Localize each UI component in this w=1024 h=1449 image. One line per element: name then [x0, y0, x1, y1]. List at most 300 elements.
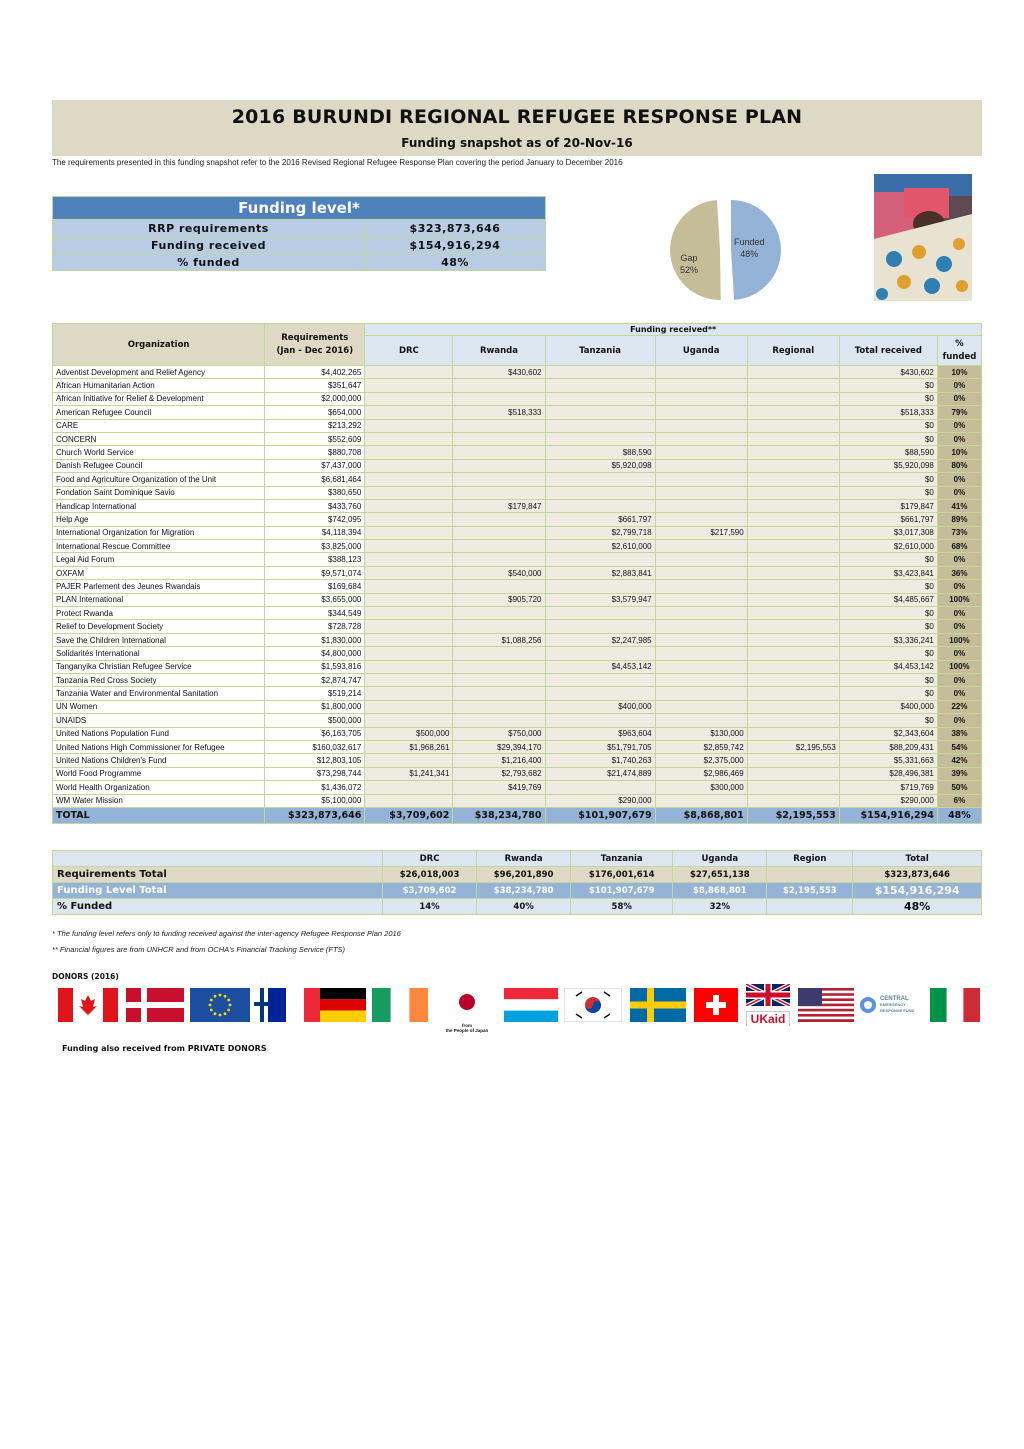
- uganda-cell: [655, 553, 747, 566]
- organization-name: Save the Children International: [53, 633, 265, 646]
- requirements-cell: $654,000: [265, 406, 365, 419]
- summary-cell: 14%: [383, 899, 477, 915]
- organization-name: Legal Aid Forum: [53, 553, 265, 566]
- regional-cell: [747, 432, 839, 445]
- regional-cell: [747, 513, 839, 526]
- total-cell: $290,000: [839, 794, 937, 807]
- pct-funded-cell: 0%: [937, 379, 981, 392]
- total-cell: $3,336,241: [839, 633, 937, 646]
- summary-cell: $26,018,003: [383, 867, 477, 883]
- requirements-cell: $2,874,747: [265, 673, 365, 686]
- cerf-text-3: RESPONSE FUND: [880, 1008, 915, 1013]
- requirements-cell: $1,830,000: [265, 633, 365, 646]
- rwanda-cell: [453, 473, 545, 486]
- drc-cell: [365, 553, 453, 566]
- requirements-cell: $351,647: [265, 379, 365, 392]
- total-cell: $0: [839, 419, 937, 432]
- requirements-cell: $6,681,464: [265, 473, 365, 486]
- tanzania-cell: [545, 486, 655, 499]
- total-cell: $2,610,000: [839, 540, 937, 553]
- pie-funded-label: [734, 236, 765, 260]
- denmark-flag-icon: [126, 988, 184, 1022]
- rwanda-cell: [453, 446, 545, 459]
- total-cell: $719,769: [839, 781, 937, 794]
- regional-cell: [747, 406, 839, 419]
- pie-funded-value: 48%: [740, 249, 759, 259]
- uganda-cell: [655, 700, 747, 713]
- requirements-cell: $9,571,074: [265, 566, 365, 579]
- pie-svg: [666, 196, 786, 306]
- rwanda-cell: [453, 673, 545, 686]
- regional-cell: [747, 566, 839, 579]
- table-row: [53, 553, 982, 566]
- col-header-regional: Regional: [747, 336, 839, 366]
- regional-cell: [747, 446, 839, 459]
- summary-header-total: Total: [853, 851, 982, 867]
- tanzania-cell: $2,610,000: [545, 540, 655, 553]
- summary-requirements-row: [53, 867, 982, 883]
- requirements-cell: $4,118,394: [265, 526, 365, 539]
- regional-cell: $2,195,553: [747, 740, 839, 753]
- total-cell: $5,331,663: [839, 754, 937, 767]
- total-cell: $0: [839, 553, 937, 566]
- tanzania-cell: $963,604: [545, 727, 655, 740]
- drc-cell: [365, 366, 453, 379]
- uganda-cell: [655, 473, 747, 486]
- regional-cell: [747, 714, 839, 727]
- footnotes: [52, 926, 401, 958]
- pct-funded-cell: 42%: [937, 754, 981, 767]
- regional-cell: [747, 366, 839, 379]
- summary-header-tanzania: Tanzania: [571, 851, 673, 867]
- organization-name: UN Women: [53, 700, 265, 713]
- total-cell: $661,797: [839, 513, 937, 526]
- rwanda-cell: $540,000: [453, 566, 545, 579]
- pct-funded-cell: 73%: [937, 526, 981, 539]
- regional-cell: [747, 419, 839, 432]
- pct-funded-cell: 0%: [937, 714, 981, 727]
- italy-flag-icon: [930, 988, 980, 1022]
- germany-flag-icon: [320, 988, 366, 1022]
- requirements-cell: $433,760: [265, 499, 365, 512]
- rwanda-cell: $1,216,400: [453, 754, 545, 767]
- tanzania-cell: [545, 714, 655, 727]
- japan-flag-icon: [438, 988, 496, 1034]
- uganda-cell: [655, 593, 747, 606]
- uganda-cell: $300,000: [655, 781, 747, 794]
- col-header-funding-received: Funding received**: [365, 324, 982, 336]
- table-row: [53, 446, 982, 459]
- drc-cell: [365, 687, 453, 700]
- rwanda-cell: [453, 647, 545, 660]
- pct-funded-cell: 41%: [937, 499, 981, 512]
- pct-funded-cell: 0%: [937, 620, 981, 633]
- regional-cell: [747, 647, 839, 660]
- table-row: [53, 673, 982, 686]
- regional-cell: [747, 486, 839, 499]
- uganda-cell: $217,590: [655, 526, 747, 539]
- page-subtitle: Funding snapshot as of 20-Nov-16: [401, 136, 633, 150]
- funding-level-value: $154,916,294: [409, 239, 501, 252]
- uganda-cell: $130,000: [655, 727, 747, 740]
- table-row: [53, 727, 982, 740]
- requirements-cell: $169,684: [265, 580, 365, 593]
- tanzania-cell: $3,579,947: [545, 593, 655, 606]
- total-cell: $28,496,381: [839, 767, 937, 780]
- regional-cell: [747, 660, 839, 673]
- uganda-cell: [655, 714, 747, 727]
- requirements-cell: $12,803,105: [265, 754, 365, 767]
- rwanda-cell: [453, 419, 545, 432]
- total-cell: $0: [839, 580, 937, 593]
- regional-cell: [747, 473, 839, 486]
- uganda-cell: [655, 633, 747, 646]
- organization-name: CARE: [53, 419, 265, 432]
- donors-title: DONORS (2016): [52, 972, 119, 981]
- table-row: [53, 781, 982, 794]
- total-cell: $4,485,667: [839, 593, 937, 606]
- summary-pct-row: [53, 899, 982, 915]
- drc-cell: $1,241,341: [365, 767, 453, 780]
- summary-cell: $38,234,780: [477, 883, 571, 899]
- drc-cell: [365, 513, 453, 526]
- drc-cell: [365, 473, 453, 486]
- pct-funded-cell: 0%: [937, 673, 981, 686]
- pie-slice-gap: [670, 200, 721, 300]
- ireland-flag-icon: [372, 988, 428, 1022]
- funding-level-row: [53, 219, 545, 236]
- total-cell: $0: [839, 714, 937, 727]
- regional-cell: [747, 526, 839, 539]
- total-cell: $0: [839, 473, 937, 486]
- regional-cell: [747, 754, 839, 767]
- total-cell: $88,590: [839, 446, 937, 459]
- pie-gap-label: [680, 252, 698, 276]
- uganda-cell: [655, 566, 747, 579]
- rwanda-cell: $419,769: [453, 781, 545, 794]
- total-regional: $2,195,553: [747, 807, 839, 823]
- pct-funded-cell: 10%: [937, 366, 981, 379]
- organization-name: PLAN International: [53, 593, 265, 606]
- switzerland-flag-icon: [694, 988, 738, 1022]
- organization-name: African Humanitarian Action: [53, 379, 265, 392]
- japan-caption-1: from: [462, 1023, 472, 1028]
- uganda-cell: [655, 687, 747, 700]
- funding-by-organization-table: [52, 323, 982, 824]
- pct-funded-cell: 0%: [937, 580, 981, 593]
- drc-cell: [365, 794, 453, 807]
- organization-name: International Rescue Committee: [53, 540, 265, 553]
- drc-cell: [365, 540, 453, 553]
- pct-funded-cell: 68%: [937, 540, 981, 553]
- organization-name: United Nations Children's Fund: [53, 754, 265, 767]
- table-row: [53, 526, 982, 539]
- summary-header-row: [53, 851, 982, 867]
- summary-cell: $8,868,801: [673, 883, 767, 899]
- ukaid-logo-icon: [746, 984, 790, 1026]
- total-cell: $0: [839, 687, 937, 700]
- summary-cell: $154,916,294: [853, 883, 982, 899]
- rwanda-cell: $430,602: [453, 366, 545, 379]
- drc-cell: [365, 673, 453, 686]
- uganda-cell: [655, 673, 747, 686]
- table-row: [53, 513, 982, 526]
- total-cell: $0: [839, 486, 937, 499]
- summary-row-label: % Funded: [53, 899, 383, 915]
- tanzania-cell: [545, 499, 655, 512]
- tanzania-cell: $51,791,705: [545, 740, 655, 753]
- tanzania-cell: $2,883,841: [545, 566, 655, 579]
- organization-name: PAJER Parlement des Jeunes Rwandais: [53, 580, 265, 593]
- eu-flag-icon: [190, 988, 250, 1022]
- requirements-cell: $3,825,000: [265, 540, 365, 553]
- uganda-cell: [655, 660, 747, 673]
- pct-funded-cell: 0%: [937, 473, 981, 486]
- organization-name: United Nations High Commissioner for Refugee: [53, 740, 265, 753]
- pie-funded-name: Funded: [734, 237, 765, 247]
- pie-gap-name: Gap: [680, 253, 698, 263]
- tanzania-cell: $5,920,098: [545, 459, 655, 472]
- summary-corner: [53, 851, 383, 867]
- funding-level-label: Funding received: [53, 237, 365, 253]
- total-requirements: $323,873,646: [265, 807, 365, 823]
- drc-cell: [365, 620, 453, 633]
- regional-cell: [747, 700, 839, 713]
- total-cell: $0: [839, 432, 937, 445]
- requirements-cell: $380,650: [265, 486, 365, 499]
- tanzania-cell: [545, 392, 655, 405]
- pct-funded-cell: 100%: [937, 660, 981, 673]
- table-row: [53, 714, 982, 727]
- drc-cell: $1,968,261: [365, 740, 453, 753]
- korea-flag-icon: [564, 988, 622, 1022]
- total-cell: $0: [839, 620, 937, 633]
- requirements-cell: $519,214: [265, 687, 365, 700]
- drc-cell: [365, 566, 453, 579]
- funding-level-label: RRP requirements: [53, 220, 365, 236]
- uganda-cell: [655, 540, 747, 553]
- tanzania-cell: [545, 580, 655, 593]
- pct-funded-cell: 22%: [937, 700, 981, 713]
- drc-cell: [365, 379, 453, 392]
- table-row: [53, 607, 982, 620]
- drc-cell: [365, 392, 453, 405]
- table-row: [53, 366, 982, 379]
- table-row: [53, 767, 982, 780]
- total-cell: $2,343,604: [839, 727, 937, 740]
- organization-name: Tanganyika Christian Refugee Service: [53, 660, 265, 673]
- requirements-cell: $73,298,744: [265, 767, 365, 780]
- drc-cell: [365, 647, 453, 660]
- pct-funded-cell: 38%: [937, 727, 981, 740]
- rwanda-cell: $1,088,256: [453, 633, 545, 646]
- organization-name: International Organization for Migration: [53, 526, 265, 539]
- rwanda-cell: $2,793,682: [453, 767, 545, 780]
- summary-cell: $176,001,614: [571, 867, 673, 883]
- table-row: [53, 794, 982, 807]
- summary-funding-row: [53, 883, 982, 899]
- organization-name: Help Age: [53, 513, 265, 526]
- funding-level-value: $323,873,646: [409, 222, 501, 235]
- footnote-2: ** Financial figures are from UNHCR and from OCHA's Financial Tracking Service (FTS): [52, 945, 346, 954]
- requirements-cell: $2,000,000: [265, 392, 365, 405]
- total-uganda: $8,868,801: [655, 807, 747, 823]
- drc-cell: [365, 754, 453, 767]
- drc-cell: [365, 580, 453, 593]
- requirements-cell: $160,032,617: [265, 740, 365, 753]
- summary-cell: $3,709,602: [383, 883, 477, 899]
- uganda-cell: [655, 499, 747, 512]
- uganda-cell: [655, 446, 747, 459]
- organization-name: Church World Service: [53, 446, 265, 459]
- uganda-cell: $2,986,469: [655, 767, 747, 780]
- summary-cell: 58%: [571, 899, 673, 915]
- regional-cell: [747, 593, 839, 606]
- pct-funded-cell: 0%: [937, 553, 981, 566]
- summary-cell: $323,873,646: [853, 867, 982, 883]
- funding-level-box: [52, 196, 546, 271]
- pct-funded-cell: 80%: [937, 459, 981, 472]
- drc-cell: [365, 432, 453, 445]
- footnote-1: * The funding level refers only to funding received against the inter-agency Refugee Response Plan 2016: [52, 929, 401, 938]
- tanzania-cell: [545, 647, 655, 660]
- organization-name: World Food Programme: [53, 767, 265, 780]
- rwanda-cell: [453, 794, 545, 807]
- summary-header-uganda: Uganda: [673, 851, 767, 867]
- organization-name: WM Water Mission: [53, 794, 265, 807]
- col-header-tanzania: Tanzania: [545, 336, 655, 366]
- total-drc: $3,709,602: [365, 807, 453, 823]
- summary-cell: 40%: [477, 899, 571, 915]
- regional-cell: [747, 633, 839, 646]
- total-cell: $88,209,431: [839, 740, 937, 753]
- photo-illustration: [874, 174, 972, 301]
- drc-cell: [365, 459, 453, 472]
- requirements-cell: $344,549: [265, 607, 365, 620]
- organization-name: Protect Rwanda: [53, 607, 265, 620]
- organization-name: Handicap International: [53, 499, 265, 512]
- uganda-cell: $2,859,742: [655, 740, 747, 753]
- col-header-uganda: Uganda: [655, 336, 747, 366]
- total-cell: $518,333: [839, 406, 937, 419]
- funding-snapshot-page: [52, 100, 982, 1053]
- finland-flag-icon: [254, 988, 322, 1022]
- regional-cell: [747, 580, 839, 593]
- pct-funded-cell: 0%: [937, 432, 981, 445]
- total-rwanda: $38,234,780: [453, 807, 545, 823]
- regional-cell: [747, 620, 839, 633]
- drc-cell: [365, 781, 453, 794]
- col-header-pct-funded: [937, 336, 981, 366]
- total-cell: $0: [839, 607, 937, 620]
- requirements-cell: $1,436,072: [265, 781, 365, 794]
- pie-gap-value: 52%: [680, 265, 699, 275]
- rwanda-cell: [453, 459, 545, 472]
- table-row: [53, 566, 982, 579]
- rwanda-cell: [453, 526, 545, 539]
- requirements-sub-label: (Jan - Dec 2016): [276, 345, 354, 356]
- organization-name: African Initiative for Relief & Development: [53, 392, 265, 405]
- organization-name: Fondation Saint Dominique Savio: [53, 486, 265, 499]
- rwanda-cell: $905,720: [453, 593, 545, 606]
- requirements-cell: $388,123: [265, 553, 365, 566]
- total-label: TOTAL: [53, 807, 265, 823]
- pct-funded-cell: 54%: [937, 740, 981, 753]
- pct-funded-cell: 36%: [937, 566, 981, 579]
- summary-cell: $96,201,890: [477, 867, 571, 883]
- luxembourg-flag-icon: [504, 988, 558, 1022]
- organization-name: OXFAM: [53, 566, 265, 579]
- regional-cell: [747, 673, 839, 686]
- summary-row-label: Requirements Total: [53, 867, 383, 883]
- canada-flag-icon: [58, 988, 118, 1022]
- uganda-cell: [655, 419, 747, 432]
- total-cell: $0: [839, 379, 937, 392]
- total-cell: $0: [839, 673, 937, 686]
- drc-cell: [365, 660, 453, 673]
- rwanda-cell: [453, 660, 545, 673]
- total-cell: $5,920,098: [839, 459, 937, 472]
- uganda-cell: [655, 459, 747, 472]
- table-row: [53, 499, 982, 512]
- pct-funded-cell: 50%: [937, 781, 981, 794]
- table-row: [53, 580, 982, 593]
- requirements-cell: $728,728: [265, 620, 365, 633]
- tanzania-cell: [545, 673, 655, 686]
- summary-header-rwanda: Rwanda: [477, 851, 571, 867]
- col-header-rwanda: Rwanda: [453, 336, 545, 366]
- table-body: [53, 366, 982, 808]
- rwanda-cell: [453, 540, 545, 553]
- organization-name: Tanzania Water and Environmental Sanitation: [53, 687, 265, 700]
- rwanda-cell: [453, 580, 545, 593]
- total-cell: $3,423,841: [839, 566, 937, 579]
- requirements-cell: $5,100,000: [265, 794, 365, 807]
- tanzania-cell: $290,000: [545, 794, 655, 807]
- uganda-cell: [655, 607, 747, 620]
- rwanda-cell: [453, 432, 545, 445]
- tanzania-cell: [545, 419, 655, 432]
- table-row: [53, 647, 982, 660]
- tanzania-cell: $2,247,985: [545, 633, 655, 646]
- rwanda-cell: [453, 379, 545, 392]
- organization-name: Danish Refugee Council: [53, 459, 265, 472]
- col-header-requirements: [265, 324, 365, 366]
- total-cell: $3,017,308: [839, 526, 937, 539]
- drc-cell: [365, 633, 453, 646]
- uganda-cell: [655, 432, 747, 445]
- requirements-label: Requirements: [281, 332, 349, 343]
- table-row: [53, 419, 982, 432]
- drc-cell: [365, 446, 453, 459]
- requirements-cell: $500,000: [265, 714, 365, 727]
- drc-cell: $500,000: [365, 727, 453, 740]
- funding-level-value: 48%: [441, 256, 469, 269]
- private-donors-note: Funding also received from PRIVATE DONORS: [62, 1044, 267, 1053]
- requirements-cell: $6,163,705: [265, 727, 365, 740]
- drc-cell: [365, 714, 453, 727]
- total-pct-funded: 48%: [937, 807, 981, 823]
- organization-name: CONCERN: [53, 432, 265, 445]
- requirements-cell: $7,437,000: [265, 459, 365, 472]
- funding-level-title: Funding level*: [53, 197, 545, 219]
- funding-level-row: [53, 253, 545, 270]
- rwanda-cell: [453, 714, 545, 727]
- drc-cell: [365, 593, 453, 606]
- intro-text: The requirements presented in this funding snapshot refer to the 2016 Revised Regional Refugee Response Plan covering the period January to December 2016: [52, 158, 623, 167]
- summary-header-drc: DRC: [383, 851, 477, 867]
- uganda-cell: [655, 794, 747, 807]
